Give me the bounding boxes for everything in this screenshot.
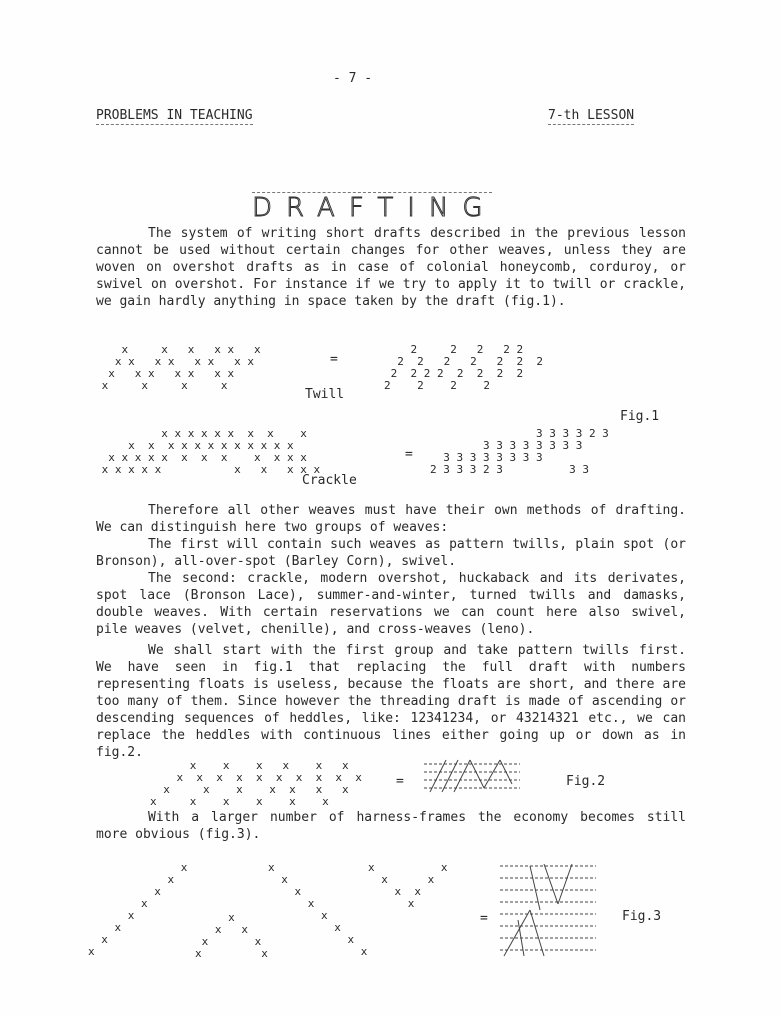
paragraph-economy	[96, 809, 686, 843]
paragraph-text: The second: crackle, modern overshot, huckaback and its derivates, spot lace (Bronson Lace), summer-and-winter, turned twills and damasks, double weaves. With certain reservations we can count here also swivel, pile weaves (velvet, chenille), and cross-weaves (leno).	[96, 571, 686, 637]
fig3-draft-ascending: x x x x x x x x	[88, 861, 188, 958]
paragraph-text: Therefore all other weaves must have their own methods of drafting. We can distinguish here two groups of weaves:	[96, 503, 686, 535]
fig3-label: Fig.3	[622, 909, 662, 924]
fig2-line-draft	[424, 758, 524, 794]
twill-caption: Twill	[305, 387, 345, 402]
paragraph-text: With a larger number of harness-frames the economy becomes still more obvious (fig.3).	[96, 810, 686, 842]
fig2-equals: =	[396, 774, 404, 789]
paragraph-text: We shall start with the first group and take pattern twills first. We have seen in fig.1 that replacing the full draft with numbers representing floats is useless, because the floats are short, and there are too many of them. Since however the threading draft is made of ascending or descending sequences of heddles, like: 12341234, or 43214321 etc., we can replace the heddles with continuous lines either going up or down as in fig.2.	[96, 643, 686, 760]
twill-draft: x x x x x x x x x x x x x x x x x x x x x x x x x	[101, 343, 261, 392]
fig3-equals: =	[480, 911, 488, 926]
paragraph-text: The first will contain such weaves as pattern twills, plain spot (or Bronson), all-over-spot (Barley Corn), swivel.	[96, 537, 686, 569]
crackle-caption: Crackle	[302, 473, 357, 488]
fig1-equals-2: =	[405, 447, 413, 462]
header-left: PROBLEMS IN TEACHING	[96, 108, 253, 123]
fig3-draft-descending: x x x x x x x x	[268, 861, 368, 958]
paragraph-intro	[96, 225, 686, 310]
fig3-line-draft	[500, 860, 600, 960]
page-title-text: DRAFTING	[252, 193, 497, 223]
crackle-number-draft: 3 3 3 3 2 3 3 3 3 3 3 3 3 3 3 3 3 3 3 3 3 3 2 3 3 3 2 3 3 3	[430, 427, 609, 476]
fig1-equals-1: =	[330, 352, 338, 367]
fig2-label: Fig.2	[566, 774, 606, 789]
header-right: 7-th LESSON	[548, 108, 635, 123]
paragraph-groups	[96, 502, 686, 761]
page-number: - 7 -	[333, 71, 373, 86]
crackle-draft: x x x x x x x x x x x x x x x x x x x x x x x x x x x x x x x x x x x x x x x x x x x	[101, 427, 321, 476]
page-title	[252, 152, 497, 223]
fig3-draft-valley: x x x x x x x	[368, 861, 448, 910]
fig3-draft-peak: x x x x x x x	[195, 911, 268, 960]
paragraph-text: The system of writing short drafts described in the previous lesson cannot be used without certain changes for other weaves, unless they are woven on overshot drafts as in case of colonial honeycomb, corduroy, or swivel on overshot. For instance if we try to apply it to twill or crackle, we gain hardly anything in space taken by the draft (fig.1).	[96, 226, 686, 309]
twill-number-draft: 2 2 2 2 2 2 2 2 2 2 2 2 2 2 2 2 2 2 2 2 2 2 2 2	[384, 343, 543, 392]
twill-short-draft: x x x x x x x x x x x x x x x x x x x x x x x x x x x x x	[150, 759, 362, 808]
fig1-label: Fig.1	[620, 409, 660, 424]
